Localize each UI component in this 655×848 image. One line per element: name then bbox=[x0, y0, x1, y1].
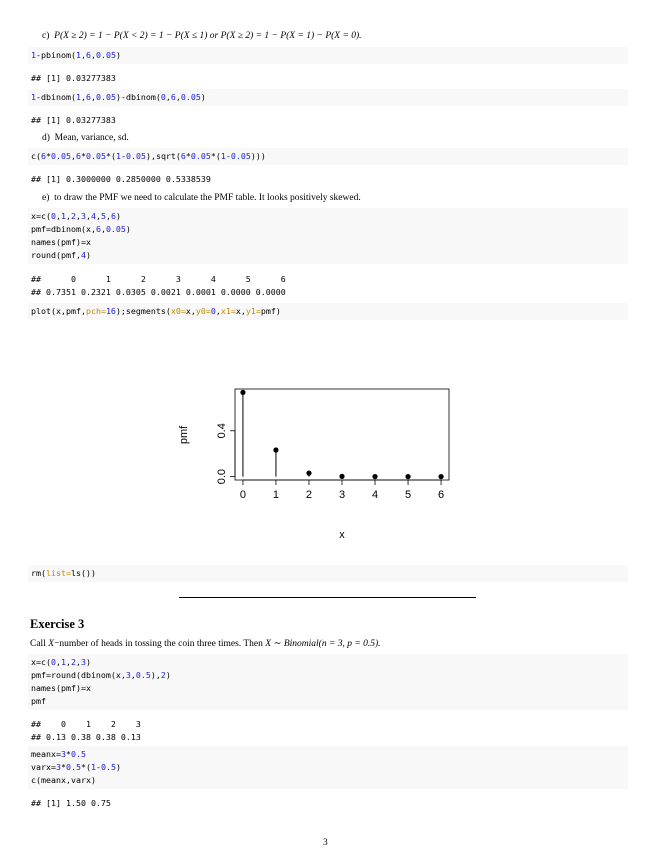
code-line: pmf bbox=[31, 696, 46, 706]
x-tick-label-4: 4 bbox=[371, 489, 379, 501]
exercise-3-heading: Exercise 3 bbox=[30, 617, 85, 631]
part-c-text bbox=[42, 31, 362, 41]
code-block-plot bbox=[28, 303, 628, 320]
code-line: names(pmf)=x bbox=[31, 683, 91, 693]
pmf-point-2 bbox=[306, 471, 311, 476]
output-line: ## 0.7351 0.2321 0.0305 0.0021 0.0001 0.0000 0.0000 bbox=[31, 287, 286, 297]
exercise-3-intro bbox=[30, 638, 381, 649]
part-d-text bbox=[42, 133, 129, 143]
code-line: round(pmf,4) bbox=[31, 250, 91, 260]
section-divider bbox=[179, 597, 476, 598]
code-block-ex3-1 bbox=[28, 654, 628, 710]
part-d-label: d) bbox=[42, 133, 50, 143]
code-line: names(pmf)=x bbox=[31, 237, 91, 247]
output-line: ## [1] 1.50 0.75 bbox=[31, 798, 111, 808]
part-e-body: to draw the PMF we need to calculate the PMF table. It looks positively skewed. bbox=[54, 193, 361, 203]
code-line: meanx=3*0.5 bbox=[31, 749, 86, 759]
x-tick-label-0: 0 bbox=[239, 489, 246, 501]
y-tick-label-0.0: 0.0 bbox=[216, 468, 228, 485]
intro-variable-2: X bbox=[265, 639, 272, 649]
code-line: varx=3*0.5*(1-0.5) bbox=[31, 762, 121, 772]
part-e-label: e) bbox=[42, 193, 50, 203]
output-line: ## [1] 0.03277383 bbox=[31, 73, 116, 83]
pmf-plot bbox=[165, 375, 475, 550]
pmf-point-1 bbox=[273, 447, 278, 452]
page-number: 3 bbox=[323, 838, 328, 848]
part-c-formula: P(X ≥ 2) = 1 − P(X < 2) = 1 − P(X ≤ 1) or P(X ≥ 2) = 1 − P(X = 1) − P(X = 0). bbox=[54, 31, 362, 41]
output-ex3-2 bbox=[31, 797, 111, 810]
code-line: x=c(0,1,2,3,4,5,6) bbox=[31, 211, 121, 221]
output-line: ## 0 1 2 3 4 5 6 bbox=[31, 274, 286, 284]
x-axis-label: x bbox=[339, 529, 345, 541]
x-tick-label-1: 1 bbox=[272, 489, 280, 501]
x-tick-label-2: 2 bbox=[305, 489, 313, 501]
pmf-point-5 bbox=[405, 474, 410, 479]
output-line: ## 0.13 0.38 0.38 0.13 bbox=[31, 732, 141, 742]
output-line: ## 0 1 2 3 bbox=[31, 719, 141, 729]
intro-prefix: Call bbox=[30, 639, 49, 649]
intro-variable: X bbox=[48, 639, 55, 649]
x-tick-label-3: 3 bbox=[338, 489, 346, 501]
part-d-body: Mean, variance, sd. bbox=[54, 133, 129, 143]
output-e bbox=[31, 273, 286, 299]
code-block-ex3-2 bbox=[28, 746, 628, 789]
output-ex3-1 bbox=[31, 718, 141, 744]
code-block-e bbox=[28, 208, 628, 264]
x-tick-label-6: 6 bbox=[438, 489, 445, 501]
intro-params: (n = 3, p = 0.5). bbox=[318, 639, 381, 649]
pmf-point-6 bbox=[438, 474, 443, 479]
part-c-label: c) bbox=[42, 31, 50, 41]
code-block-c2 bbox=[28, 89, 628, 106]
code-block-rm bbox=[28, 565, 628, 582]
code-line: pmf=dbinom(x,6,0.05) bbox=[31, 224, 131, 234]
code-line: x=c(0,1,2,3) bbox=[31, 657, 91, 667]
code-block-d bbox=[28, 148, 628, 165]
pmf-point-3 bbox=[339, 474, 344, 479]
code-line: rm(list=ls()) bbox=[31, 568, 96, 578]
y-tick-label-0.4: 0.4 bbox=[216, 423, 228, 439]
code-line: 1-pbinom(1,6,0.05) bbox=[31, 50, 121, 60]
output-line: ## [1] 0.3000000 0.2850000 0.5338539 bbox=[31, 174, 211, 184]
output-d bbox=[31, 173, 211, 186]
code-line: 1-dbinom(1,6,0.05)-dbinom(0,6,0.05) bbox=[31, 92, 206, 102]
intro-middle: −number of heads in tossing the coin three times. Then bbox=[54, 639, 266, 649]
pmf-point-0 bbox=[240, 390, 245, 395]
intro-binomial: Binomial bbox=[283, 639, 319, 649]
code-line: plot(x,pmf,pch=16);segments(x0=x,y0=0,x1=x,y1=pmf) bbox=[31, 306, 281, 316]
code-block-c1 bbox=[28, 47, 628, 64]
y-axis-label: pmf bbox=[178, 425, 190, 445]
intro-dist-symbol: ∼ bbox=[271, 639, 284, 649]
plot-frame bbox=[235, 389, 449, 480]
output-c2 bbox=[31, 114, 116, 127]
part-e-text bbox=[42, 193, 361, 203]
output-line: ## [1] 0.03277383 bbox=[31, 115, 116, 125]
pmf-point-4 bbox=[372, 474, 377, 479]
x-tick-label-5: 5 bbox=[404, 489, 412, 501]
code-line: pmf=round(dbinom(x,3,0.5),2) bbox=[31, 670, 171, 680]
output-c1 bbox=[31, 72, 116, 85]
code-line: c(meanx,varx) bbox=[31, 775, 96, 785]
code-line: c(6*0.05,6*0.05*(1-0.05),sqrt(6*0.05*(1-0.05))) bbox=[31, 151, 266, 161]
